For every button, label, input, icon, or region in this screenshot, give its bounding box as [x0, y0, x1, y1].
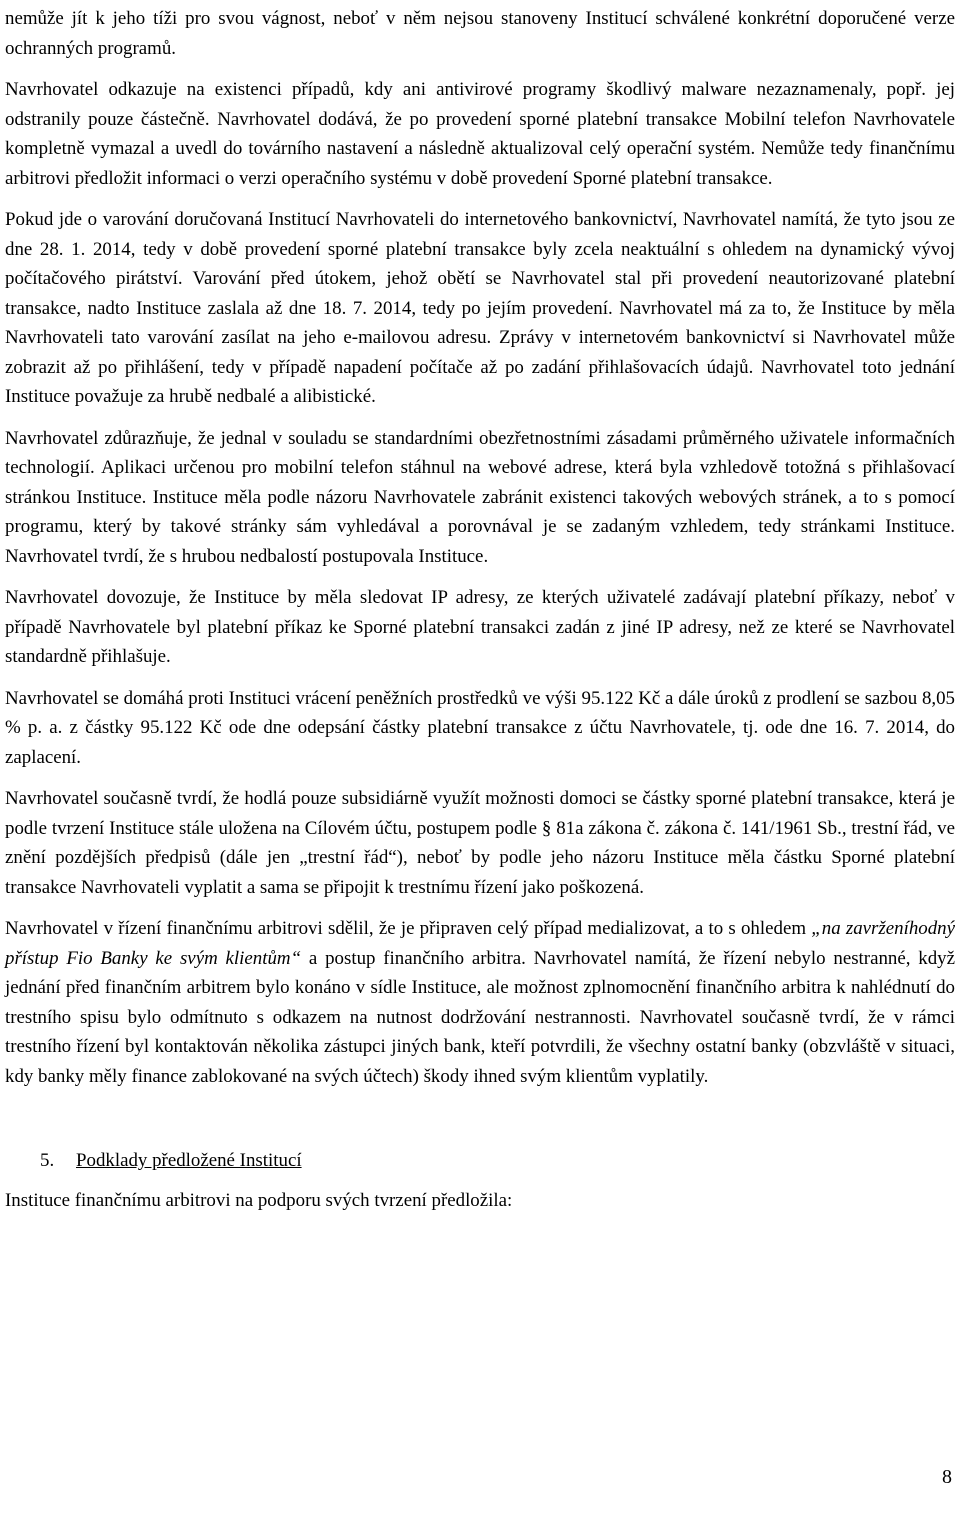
page-number: 8 [942, 1466, 952, 1488]
paragraph-8 [5, 914, 955, 1091]
paragraph-1: nemůže jít k jeho tíži pro svou vágnost, neboť v něm nejsou stanoveny Institucí schválené konkrétní doporučené verze ochranných programů. [5, 8, 955, 59]
paragraph-8-text-end: a postup finančního arbitra. Navrhovatel namítá, že řízení nebylo nestranné, když jednání před finančním arbitrem bylo konáno v sídle Instituce, ale možnost zplnomocnění finančního arbitra k nahlédnutí do trestního spisu bylo odmítnuto s odkazem na nutnost dodržování nestrannosti. Navrhovatel současně tvrdí, že v rámci trestního řízení byl kontaktován několika zástupci jiných bank, kteří potvrdili, že všechny ostatní banky (obzvláště v situaci, kdy banky měly finance zablokované na svých účtech) škody ihned svým klientům vyplatily. [5, 947, 955, 1087]
paragraph-8-quote: „na zavrženíhodný přístup Fio Banky ke svým klientům“ [5, 918, 956, 969]
paragraph-8-text-start: Navrhovatel v řízení finančnímu arbitrovi sdělil, že je připraven celý případ medializovat, a to s ohledem [5, 918, 812, 939]
paragraph-6: Navrhovatel se domáhá proti Instituci vrácení peněžních prostředků ve výši 95.122 Kč a dále úroků z prodlení se sazbou 8,05 % p. a. z částky 95.122 Kč ode dne odepsání částky platební transakce z účtu Navrhovatele, tj. ode dne 16. 7. 2014, do zaplacení. [5, 687, 955, 768]
section-title: Podklady předložené Institucí [76, 1150, 302, 1171]
document-page [5, 0, 955, 1215]
paragraph-5: Navrhovatel dovozuje, že Instituce by měla sledovat IP adresy, ze kterých uživatelé zadávají platební příkazy, neboť v případě Navrhovatele byl platební příkaz ke Sporné platební transakci zadán z jiné IP adresy, než ze které se Navrhovatel standardně přihlašuje. [5, 587, 955, 667]
paragraph-7: Navrhovatel současně tvrdí, že hodlá pouze subsidiárně využít možnosti domoci se částky sporné platební transakce, která je podle tvrzení Instituce stále uložena na Cílovém účtu, postupem podle § 81a zákona č. zákona č. 141/1961 Sb., trestní řád, ve znění pozdějších předpisů (dále jen „trestní řád“), neboť by podle jeho názoru Instituce měla částku Sporné platební transakce Navrhovateli vyplatit a sama se připojit k trestnímu řízení jako poškozená. [5, 788, 955, 898]
paragraph-3: Pokud jde o varování doručovaná Institucí Navrhovateli do internetového bankovnictví, Navrhovatel namítá, že tyto jsou ze dne 28. 1. 2014, tedy v době provedení sporné platební transakce byly zcela neaktuální s ohledem na dynamický vývoj počítačového pirátství. Varování před útokem, jehož obětí se Navrhovatel stal při provedení neautorizované platební transakce, nadto Instituce zaslala až dne 18. 7. 2014, tedy po jejím provedení. Navrhovatel má za to, že Instituce by měla Navrhovateli tato varování zasílat na jeho e-mailovou adresu. Zprávy v internetovém bankovnictví si Navrhovatel může zobrazit až po přihlášení, tedy v případě napadení počítače až po zadání přihlašovacích údajů. Navrhovatel toto jednání Instituce považuje za hrubě nedbalé a alibistické. [5, 209, 955, 407]
paragraph-2: Navrhovatel odkazuje na existenci případů, kdy ani antivirové programy škodlivý malware nezaznamenaly, popř. jej odstranily pouze částečně. Navrhovatel dodává, že po provedení sporné platební transakce Mobilní telefon Navrhovatele kompletně vymazal a uvedl do továrního nastavení a následně aktualizoval celý operační systém. Nemůže tedy finančnímu arbitrovi předložit informaci o verzi operačního systému v době provedení Sporné platební transakce. [5, 79, 955, 189]
paragraph-4: Navrhovatel zdůrazňuje, že jednal v souladu se standardními obezřetnostními zásadami průměrného uživatele informačních technologií. Aplikaci určenou pro mobilní telefon stáhnul na webové adrese, která byla vzhledově totožná s přihlašovací stránkou Instituce. Instituce měla podle názoru Navrhovatele zabránit existenci takových webových stránek, a to s pomocí programu, který by takové stránky sám vyhledával a porovnával je se zadaným vzhledem, tedy stránkami Instituce. Navrhovatel tvrdí, že s hrubou nedbalostí postupovala Instituce. [5, 427, 955, 567]
section-number: 5. [40, 1150, 55, 1171]
section-heading [5, 1146, 955, 1176]
section-intro: Instituce finančnímu arbitrovi na podporu svých tvrzení předložila: [5, 1189, 513, 1211]
